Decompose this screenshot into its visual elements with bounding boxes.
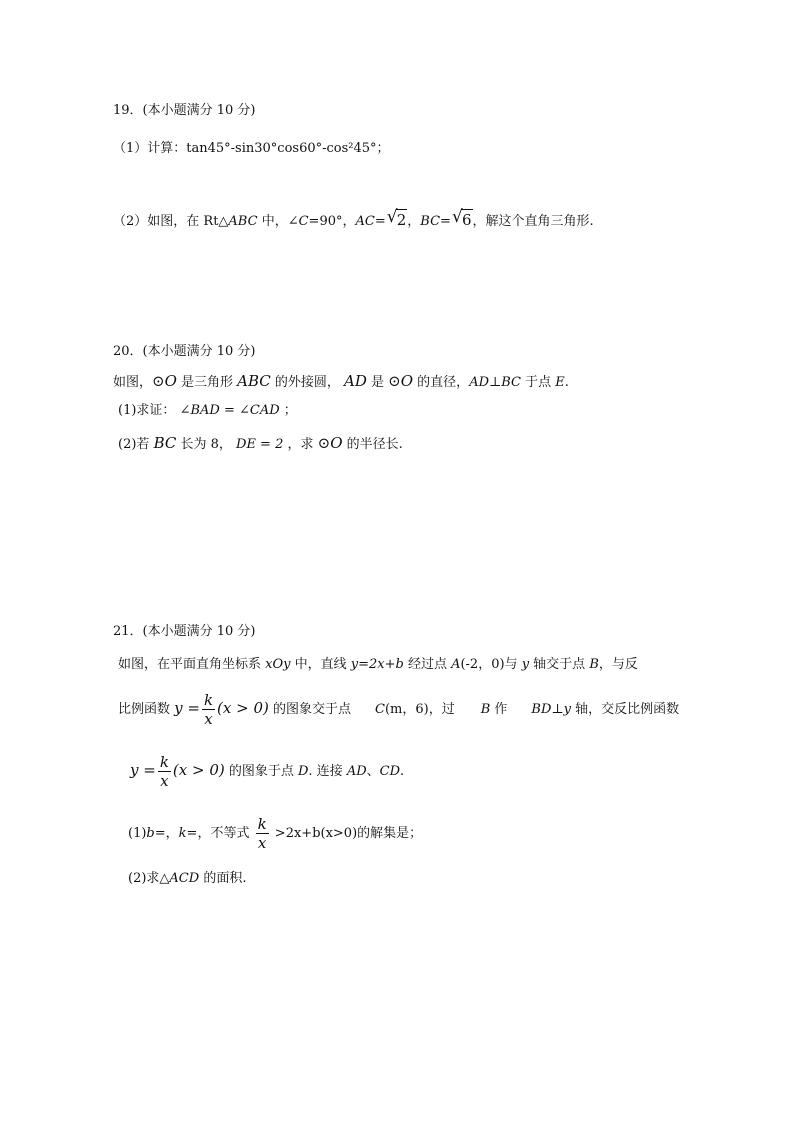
radicand-6: 6 [461, 211, 472, 229]
fraction-k-over-x [202, 691, 215, 728]
q20-p2-mid2: ，求 [283, 437, 318, 452]
q20-intro-a: 如图， [113, 375, 153, 390]
point-c: C [375, 702, 385, 717]
q19-part1: （1）计算：tan45°-sin30°cos60°-cos²45°； [113, 141, 390, 156]
q21-l3-b: . 连接 [308, 764, 347, 779]
q21-part2 [128, 870, 246, 888]
var-b: b [146, 826, 155, 841]
q21-line1 [118, 656, 638, 674]
var-k: k [178, 826, 187, 841]
point-d: D [297, 764, 309, 779]
q21-l1-e: 轴交于点 [529, 657, 590, 672]
triangle-acd: ACD [169, 871, 200, 886]
denominator-x: x [257, 834, 267, 852]
q21-p2-prefix: (2)求△ [128, 871, 170, 886]
q20-p1-prefix: (1)求证： [118, 403, 180, 418]
side-ac: AC [355, 214, 375, 229]
q21-l2-zuo: 作 [490, 702, 508, 717]
q21-title: 21．(本小题满分 10 分) [113, 624, 256, 639]
q21-l1-d: (-2，0)与 [460, 657, 522, 672]
angle-c: C [298, 214, 309, 229]
line-equation: y=2x+b [350, 657, 404, 672]
point-e: E [555, 375, 565, 390]
q20-part1 [118, 402, 297, 420]
bd-perp-y: BD⊥y [531, 702, 571, 717]
angle-equality: ∠BAD = ∠CAD [179, 403, 280, 418]
q21-l1-c: 经过点 [403, 657, 452, 672]
radical-icon: √ [386, 207, 398, 227]
q20-intro-b: 是三角形 [176, 375, 238, 390]
q21-line2 [118, 688, 679, 730]
q19-p2-mid2: =90°， [308, 214, 356, 229]
y-axis-label: y [521, 657, 530, 672]
q21-l2-b: 的图象交于点 [268, 702, 351, 717]
triangle-abc: ABC [237, 372, 271, 390]
point-c-coord: (m，6)，过 [384, 702, 455, 717]
q20-p1-suffix: ； [279, 403, 297, 418]
equals: = [374, 214, 386, 229]
domain-condition: (x > 0) [217, 699, 269, 717]
radicand-2: 2 [396, 211, 407, 229]
numerator-k: k [203, 691, 214, 709]
q20-p2-mid: 长为 8， [176, 437, 237, 452]
denominator-x: x [204, 710, 213, 728]
comma: ， [407, 214, 421, 229]
q21-p1-prefix: (1) [128, 826, 147, 841]
q21-l1-a: 如图，在平面直角坐标系 [118, 657, 266, 672]
q21-l2-end: 轴，交反比例函数 [570, 702, 680, 717]
q21-l1-f: ，与反 [598, 657, 638, 672]
q21-p1-eq1: =， [154, 826, 179, 841]
fraction-k-over-x [158, 753, 171, 790]
q19-p2-suffix: ，解这个直角三角形. [472, 214, 594, 229]
point-b: B [480, 702, 491, 717]
q20-intro-c: 的外接圆， [270, 375, 345, 390]
inequality: >2x+b(x>0)的解集是； [270, 826, 423, 841]
q21-l3-a: 的图象于点 [224, 764, 298, 779]
q21-p1-eq2: =，不等式 [186, 826, 254, 841]
q20-part2 [118, 434, 403, 454]
circle-o: ⊙O [317, 434, 343, 452]
de-equals-2: DE = 2 [236, 437, 284, 452]
q21-part1 [128, 814, 422, 854]
numerator-k: k [159, 753, 169, 771]
y-equals: y = [174, 699, 200, 717]
numerator-k: k [257, 815, 267, 833]
q21-l2-a: 比例函数 [118, 702, 175, 717]
radical-icon: √ [451, 207, 463, 227]
sqrt-6 [451, 207, 473, 231]
q20-p2-suffix: 的半径长. [342, 437, 403, 452]
q19-part2 [113, 207, 594, 231]
fraction-k-over-x [256, 815, 269, 852]
triangle-abc: ABC [228, 214, 258, 229]
q20-title: 20．(本小题满分 10 分) [113, 344, 256, 359]
segment-ad: AD [344, 372, 367, 390]
point-a: A [451, 657, 461, 672]
period: . [400, 764, 405, 779]
circle-o: ⊙O [388, 372, 414, 390]
q19-title: 19．(本小题满分 10 分) [113, 103, 256, 118]
coordinate-system: xOy [265, 657, 291, 672]
segment-cd: CD [379, 764, 401, 779]
q20-intro [113, 372, 569, 392]
domain-condition: (x > 0) [172, 761, 225, 779]
point-b: B [589, 657, 599, 672]
q21-l1-b: 中，直线 [290, 657, 351, 672]
q20-intro-f: 于点 [520, 375, 556, 390]
segment-ad: AD [346, 764, 367, 779]
equals: = [440, 214, 451, 229]
period: . [564, 375, 569, 390]
ad-perp-bc: AD⊥BC [469, 375, 521, 390]
side-bc: BC [420, 214, 441, 229]
circle-o: ⊙O [152, 372, 177, 390]
q19-p2-prefix: （2）如图，在 Rt△ [113, 214, 229, 229]
q21-p2-suffix: 的面积. [199, 871, 247, 886]
q19-p2-mid: 中，∠ [257, 214, 299, 229]
q20-intro-e: 的直径， [413, 375, 470, 390]
separator: 、 [366, 764, 380, 779]
segment-bc: BC [153, 434, 177, 452]
denominator-x: x [160, 772, 169, 790]
y-equals: y = [130, 761, 156, 779]
q20-p2-prefix: (2)若 [118, 437, 154, 452]
q20-intro-d: 是 [366, 375, 389, 390]
q21-line3 [130, 750, 404, 792]
sqrt-2 [386, 207, 408, 231]
